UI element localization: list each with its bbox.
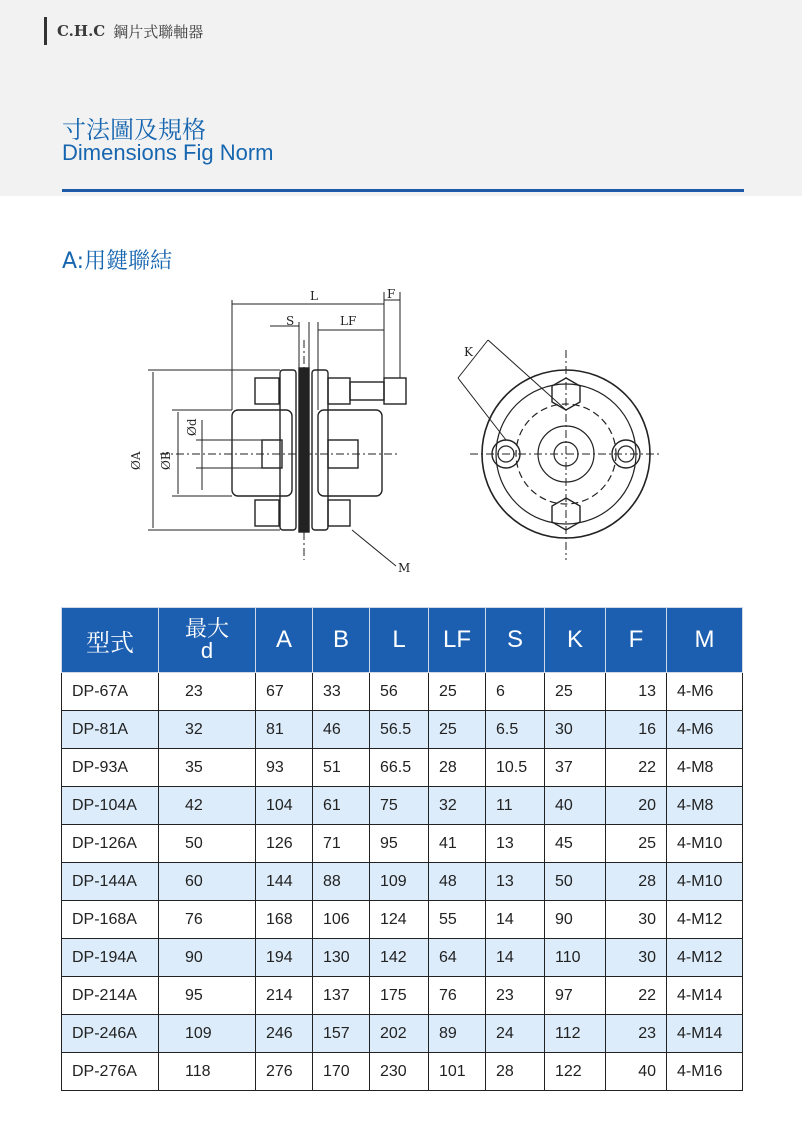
cell-s: 13 bbox=[486, 825, 545, 863]
right-flange bbox=[312, 370, 328, 530]
cell-d: 90 bbox=[159, 939, 256, 977]
cell-m: 4-M6 bbox=[667, 673, 743, 711]
table-row bbox=[62, 711, 743, 749]
table-row bbox=[62, 939, 743, 977]
cell-l: 175 bbox=[370, 977, 429, 1015]
cell-s: 24 bbox=[486, 1015, 545, 1053]
cell-s: 28 bbox=[486, 1053, 545, 1091]
cell-lf: 64 bbox=[429, 939, 486, 977]
cell-model: DP-214A bbox=[62, 977, 159, 1015]
cell-d: 60 bbox=[159, 863, 256, 901]
title-divider bbox=[62, 189, 744, 192]
cell-b: 71 bbox=[313, 825, 370, 863]
table-row bbox=[62, 977, 743, 1015]
cell-d: 32 bbox=[159, 711, 256, 749]
brand-product-name: 鋼片式聯軸器 bbox=[113, 22, 204, 41]
cell-a: 144 bbox=[256, 863, 313, 901]
cell-d: 118 bbox=[159, 1053, 256, 1091]
table-row bbox=[62, 673, 743, 711]
table-header-row bbox=[62, 608, 743, 673]
cell-f: 30 bbox=[606, 939, 667, 977]
cell-l: 56 bbox=[370, 673, 429, 711]
cell-m: 4-M6 bbox=[667, 711, 743, 749]
cell-model: DP-93A bbox=[62, 749, 159, 787]
col-header-M: M bbox=[667, 608, 743, 673]
cell-l: 109 bbox=[370, 863, 429, 901]
cell-k: 90 bbox=[545, 901, 606, 939]
cell-s: 6 bbox=[486, 673, 545, 711]
dim-ext-K-right bbox=[488, 340, 566, 410]
cell-d: 76 bbox=[159, 901, 256, 939]
cell-lf: 25 bbox=[429, 711, 486, 749]
cell-f: 13 bbox=[606, 673, 667, 711]
cell-k: 45 bbox=[545, 825, 606, 863]
cell-k: 110 bbox=[545, 939, 606, 977]
cell-a: 126 bbox=[256, 825, 313, 863]
cell-m: 4-M14 bbox=[667, 977, 743, 1015]
cell-m: 4-M16 bbox=[667, 1053, 743, 1091]
cell-f: 40 bbox=[606, 1053, 667, 1091]
cell-model: DP-81A bbox=[62, 711, 159, 749]
cell-m: 4-M8 bbox=[667, 787, 743, 825]
cell-f: 22 bbox=[606, 749, 667, 787]
cell-m: 4-M14 bbox=[667, 1015, 743, 1053]
cell-b: 137 bbox=[313, 977, 370, 1015]
cell-s: 13 bbox=[486, 863, 545, 901]
cell-a: 104 bbox=[256, 787, 313, 825]
col-header-d bbox=[159, 608, 256, 673]
cell-k: 37 bbox=[545, 749, 606, 787]
label-LF: LF bbox=[340, 314, 357, 328]
col-header-F: F bbox=[606, 608, 667, 673]
bolt-shank-top bbox=[350, 382, 384, 400]
label-S: S bbox=[286, 314, 295, 328]
cell-model: DP-67A bbox=[62, 673, 159, 711]
cell-a: 168 bbox=[256, 901, 313, 939]
cell-b: 130 bbox=[313, 939, 370, 977]
cell-s: 23 bbox=[486, 977, 545, 1015]
cell-a: 194 bbox=[256, 939, 313, 977]
cell-lf: 55 bbox=[429, 901, 486, 939]
cell-d: 109 bbox=[159, 1015, 256, 1053]
col-header-LF: LF bbox=[429, 608, 486, 673]
cell-a: 276 bbox=[256, 1053, 313, 1091]
cell-f: 22 bbox=[606, 977, 667, 1015]
col-header-d-bottom: d bbox=[200, 638, 214, 663]
cell-d: 95 bbox=[159, 977, 256, 1015]
cell-lf: 48 bbox=[429, 863, 486, 901]
dim-line-K bbox=[458, 340, 488, 378]
cell-f: 16 bbox=[606, 711, 667, 749]
cell-s: 14 bbox=[486, 901, 545, 939]
cell-a: 93 bbox=[256, 749, 313, 787]
cell-m: 4-M12 bbox=[667, 901, 743, 939]
section-title: A:用鍵聯結 bbox=[62, 249, 173, 274]
cell-s: 6.5 bbox=[486, 711, 545, 749]
cell-lf: 28 bbox=[429, 749, 486, 787]
cell-a: 214 bbox=[256, 977, 313, 1015]
cell-a: 67 bbox=[256, 673, 313, 711]
cell-f: 30 bbox=[606, 901, 667, 939]
bolt-head-top-far bbox=[384, 378, 406, 404]
bolt-head-bottom-left bbox=[255, 500, 279, 526]
cell-lf: 25 bbox=[429, 673, 486, 711]
col-header-K: K bbox=[545, 608, 606, 673]
table-row bbox=[62, 749, 743, 787]
table-row bbox=[62, 1053, 743, 1091]
cell-lf: 32 bbox=[429, 787, 486, 825]
cell-f: 20 bbox=[606, 787, 667, 825]
label-L: L bbox=[310, 289, 318, 303]
label-M: M bbox=[398, 561, 411, 575]
cell-s: 10.5 bbox=[486, 749, 545, 787]
cell-s: 14 bbox=[486, 939, 545, 977]
table-row bbox=[62, 901, 743, 939]
cell-lf: 89 bbox=[429, 1015, 486, 1053]
cell-m: 4-M8 bbox=[667, 749, 743, 787]
cell-l: 230 bbox=[370, 1053, 429, 1091]
cell-l: 202 bbox=[370, 1015, 429, 1053]
cell-b: 51 bbox=[313, 749, 370, 787]
cell-d: 23 bbox=[159, 673, 256, 711]
cell-k: 25 bbox=[545, 673, 606, 711]
table-row bbox=[62, 863, 743, 901]
dimension-drawing bbox=[110, 280, 670, 580]
cell-l: 95 bbox=[370, 825, 429, 863]
cell-model: DP-276A bbox=[62, 1053, 159, 1091]
cell-model: DP-168A bbox=[62, 901, 159, 939]
cell-l: 66.5 bbox=[370, 749, 429, 787]
page-title-zh: 寸法圖及規格 bbox=[62, 116, 206, 144]
cell-l: 75 bbox=[370, 787, 429, 825]
cell-b: 61 bbox=[313, 787, 370, 825]
cell-model: DP-194A bbox=[62, 939, 159, 977]
col-header-d-top: 最大 bbox=[184, 616, 229, 641]
cell-b: 170 bbox=[313, 1053, 370, 1091]
cell-b: 88 bbox=[313, 863, 370, 901]
cell-s: 11 bbox=[486, 787, 545, 825]
cell-f: 28 bbox=[606, 863, 667, 901]
cell-lf: 101 bbox=[429, 1053, 486, 1091]
spec-table-body bbox=[62, 673, 743, 1091]
brand-logo: C.H.C bbox=[57, 22, 106, 40]
bolt-head-top-left bbox=[255, 378, 279, 404]
cell-m: 4-M10 bbox=[667, 863, 743, 901]
brand-header bbox=[44, 16, 203, 46]
cell-model: DP-144A bbox=[62, 863, 159, 901]
cell-b: 46 bbox=[313, 711, 370, 749]
col-header-A: A bbox=[256, 608, 313, 673]
cell-model: DP-126A bbox=[62, 825, 159, 863]
col-header-B: B bbox=[313, 608, 370, 673]
cell-l: 142 bbox=[370, 939, 429, 977]
bolt-nut-top-right bbox=[328, 378, 350, 404]
col-header-S: S bbox=[486, 608, 545, 673]
cell-l: 56.5 bbox=[370, 711, 429, 749]
cell-model: DP-246A bbox=[62, 1015, 159, 1053]
cell-f: 23 bbox=[606, 1015, 667, 1053]
col-header-model: 型式 bbox=[62, 608, 159, 673]
label-B: ØB bbox=[159, 451, 173, 470]
cell-d: 42 bbox=[159, 787, 256, 825]
spec-table bbox=[61, 607, 743, 1091]
cell-k: 30 bbox=[545, 711, 606, 749]
table-row bbox=[62, 1015, 743, 1053]
cell-b: 106 bbox=[313, 901, 370, 939]
cell-k: 122 bbox=[545, 1053, 606, 1091]
table-row bbox=[62, 787, 743, 825]
label-F: F bbox=[387, 287, 396, 301]
cell-k: 97 bbox=[545, 977, 606, 1015]
cell-l: 124 bbox=[370, 901, 429, 939]
cell-model: DP-104A bbox=[62, 787, 159, 825]
label-A: ØA bbox=[129, 451, 143, 470]
label-K: K bbox=[464, 345, 473, 359]
cell-a: 246 bbox=[256, 1015, 313, 1053]
cell-d: 35 bbox=[159, 749, 256, 787]
dim-ext-K-left bbox=[458, 378, 506, 440]
page-title-en: Dimensions Fig Norm bbox=[62, 140, 274, 165]
cell-k: 50 bbox=[545, 863, 606, 901]
cell-f: 25 bbox=[606, 825, 667, 863]
cell-m: 4-M12 bbox=[667, 939, 743, 977]
cell-k: 112 bbox=[545, 1015, 606, 1053]
cell-lf: 41 bbox=[429, 825, 486, 863]
col-header-L: L bbox=[370, 608, 429, 673]
cell-a: 81 bbox=[256, 711, 313, 749]
bolt-nut-bottom-right bbox=[328, 500, 350, 526]
table-row bbox=[62, 825, 743, 863]
cell-k: 40 bbox=[545, 787, 606, 825]
brand-divider bbox=[44, 17, 47, 45]
cell-b: 157 bbox=[313, 1015, 370, 1053]
cell-d: 50 bbox=[159, 825, 256, 863]
cell-m: 4-M10 bbox=[667, 825, 743, 863]
cell-b: 33 bbox=[313, 673, 370, 711]
leader-M bbox=[352, 530, 396, 566]
cell-lf: 76 bbox=[429, 977, 486, 1015]
label-d: Ød bbox=[185, 418, 199, 436]
